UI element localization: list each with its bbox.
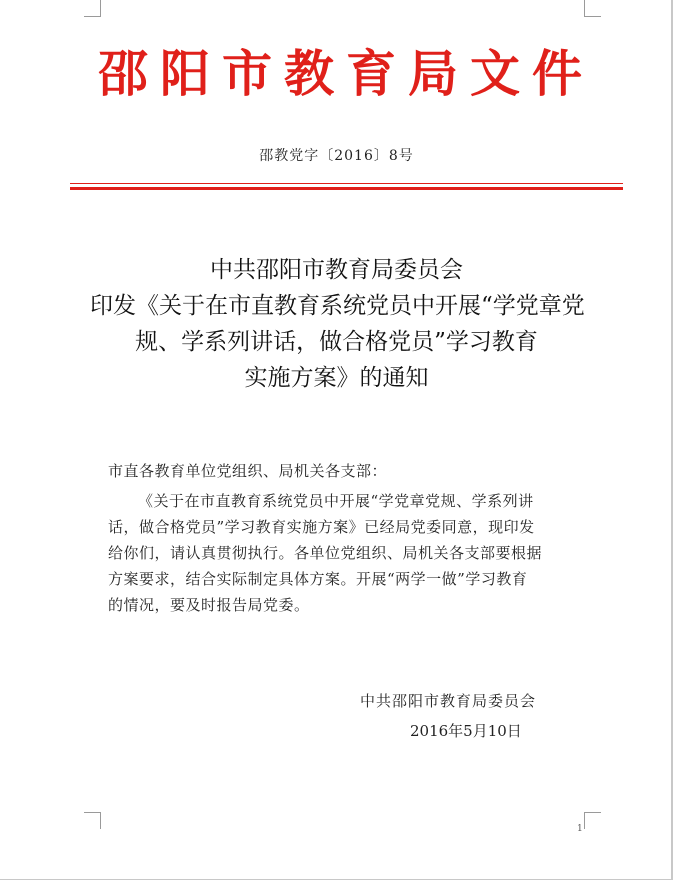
document-header-title: 邵阳市教育局文件 (98, 44, 594, 103)
header-separator-thick (70, 187, 623, 190)
body-line: 方案要求，结合实际制定具体方案。开展“两学一做”学习教育 (108, 570, 528, 588)
body-line: 的情况，要及时报告局党委。 (108, 596, 310, 614)
salutation: 市直各教育单位党组织、局机关各支部： (108, 462, 388, 480)
document-number: 邵教党字〔2016〕8号 (259, 148, 414, 164)
crop-mark-bottom-left (84, 812, 101, 829)
body-line: 《关于在市直教育系统党员中开展“学党章党规、学系列讲 (138, 492, 534, 510)
notice-title-line: 实施方案》的通知 (244, 365, 429, 391)
body-line: 话，做合格党员”学习教育实施方案》已经局党委同意，现印发 (108, 518, 535, 536)
body-line: 给你们，请认真贯彻执行。各单位党组织、局机关各支部要根据 (108, 544, 543, 562)
crop-mark-top-right (584, 0, 601, 17)
header-separator-thin (70, 183, 623, 184)
page-number: 1 (577, 824, 583, 834)
crop-mark-top-left (84, 0, 101, 17)
notice-title (90, 252, 583, 396)
crop-mark-bottom-right (584, 812, 601, 829)
signature-date: 2016年5月10日 (410, 722, 522, 740)
notice-title-line: 规、学系列讲话，做合格党员”学习教育 (135, 329, 538, 355)
notice-title-line: 印发《关于在市直教育系统党员中开展“学党章党 (90, 293, 585, 319)
signature-organization: 中共邵阳市教育局委员会 (360, 692, 537, 710)
notice-title-line: 中共邵阳市教育局委员会 (210, 257, 463, 283)
body-paragraph (108, 488, 588, 618)
